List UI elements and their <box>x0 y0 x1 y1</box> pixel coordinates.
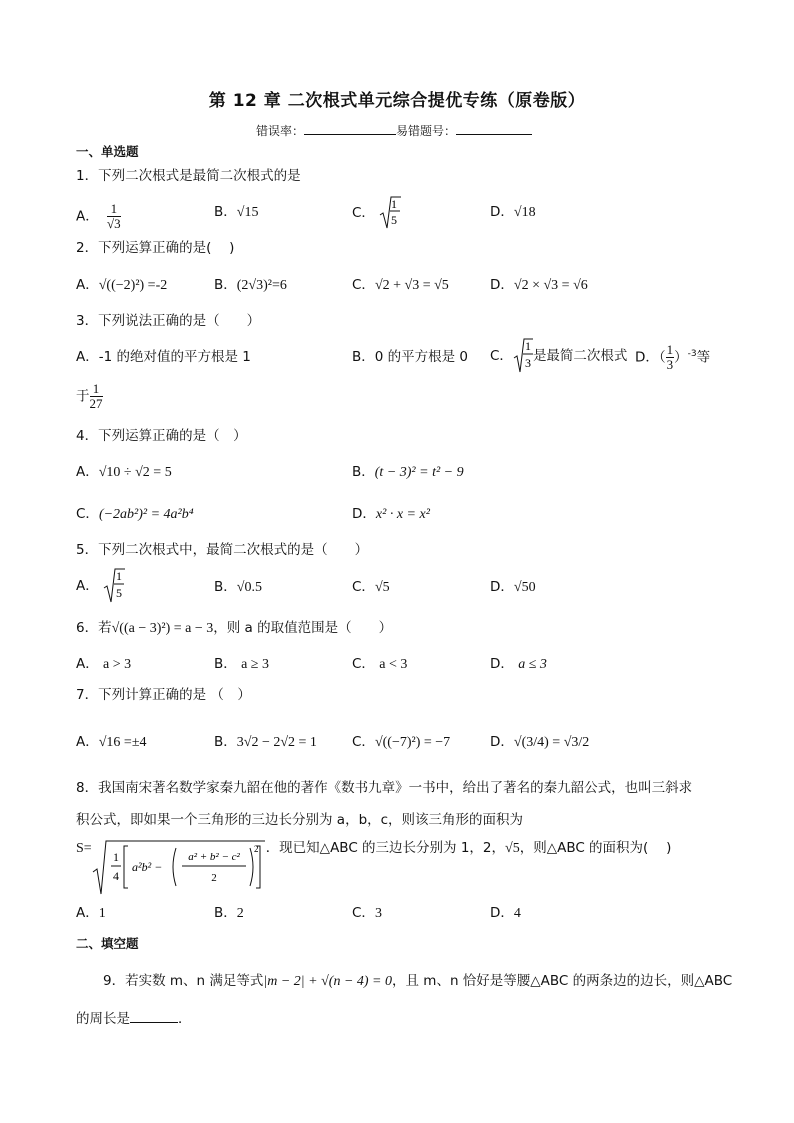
denominator: 5 <box>391 213 398 227</box>
question-9-line-1 <box>103 971 732 992</box>
continuation-text: 于 <box>76 388 90 405</box>
q2-option-a[interactable] <box>76 275 167 296</box>
section-heading-single-choice: 一、单选题 <box>76 144 139 159</box>
q3-d-exponent: -3 <box>687 349 697 359</box>
q9-answer-blank[interactable] <box>130 1008 178 1023</box>
q4-a-expr: √10 ÷ √2 = 5 <box>98 465 172 480</box>
q6-option-d[interactable] <box>490 654 547 675</box>
q6-stem-suffix: ，则 a 的取值范围是（ ） <box>213 620 393 636</box>
option-label: B． <box>214 656 237 672</box>
q9-text-prefix: 9．若实数 m、n 满足等式 <box>103 973 264 989</box>
error-items-label: 易错题号： <box>396 124 457 138</box>
q8-after-formula <box>266 840 672 856</box>
formula-denominator: 2 <box>210 872 217 884</box>
q6-option-a[interactable] <box>76 654 131 675</box>
q7-c-expr: √((−7)²) = −7 <box>374 735 451 750</box>
q1-d-expr: √18 <box>513 205 536 220</box>
q2-option-d[interactable] <box>490 275 588 296</box>
q3-d-tail: 等 <box>696 349 711 366</box>
q3-option-b[interactable]: B．0 的平方根是 0 <box>352 349 469 365</box>
q5-option-d[interactable] <box>490 577 536 598</box>
q7-d-expr: √(3/4) = √3/2 <box>513 735 590 750</box>
q5-a-radical <box>103 568 125 604</box>
q9-text-suffix: ，且 m、n 恰好是等腰△ABC 的两条边的边长，则△ABC <box>392 973 733 989</box>
option-label: B． <box>214 905 237 921</box>
denominator: √3 <box>107 216 121 231</box>
q8-after-formula-text: ．现已知△ABC 的三边长分别为 1，2， <box>265 840 506 856</box>
formula-a2b2: a²b² − <box>131 860 162 874</box>
q5-d-expr: √50 <box>513 580 536 595</box>
question-6-stem <box>76 618 392 639</box>
q9-condition-expression: |m − 2| + √(n − 4) = 0 <box>263 974 392 989</box>
q4-option-b[interactable] <box>352 462 464 483</box>
q4-option-d[interactable] <box>352 504 430 525</box>
q3-d-close: ） <box>674 349 688 366</box>
option-label: D． <box>490 277 514 293</box>
q8-qin-jiushao-formula <box>92 840 266 896</box>
q5-option-a[interactable] <box>76 568 125 604</box>
q7-option-d[interactable] <box>490 732 589 753</box>
question-9-line-2 <box>76 1008 192 1029</box>
q4-b-expr: (t − 3)² = t² − 9 <box>374 465 464 480</box>
q6-stem-prefix: 6．若 <box>76 620 112 636</box>
option-label: C． <box>352 277 375 293</box>
q4-option-a[interactable] <box>76 462 172 483</box>
q3-c-text: 是最简二次根式 <box>532 348 628 364</box>
option-label: C． <box>352 205 375 221</box>
option-label: A． <box>76 578 99 594</box>
question-5-stem: 5．下列二次根式中，最简二次根式的是（ ） <box>76 542 369 558</box>
error-items-blank[interactable] <box>456 120 532 135</box>
q8-a-value: 1 <box>98 906 106 921</box>
option-label: A． <box>76 656 99 672</box>
numerator: 1 <box>116 569 123 583</box>
q2-option-c[interactable] <box>352 275 449 296</box>
q7-b-expr: 3√2 − 2√2 = 1 <box>236 735 317 750</box>
q8-root5-value: 5 <box>512 841 520 856</box>
q4-option-c[interactable] <box>76 504 194 525</box>
q3-d-prefix: D．（ <box>635 349 666 366</box>
denominator: 3 <box>666 357 674 372</box>
question-8-line-2: 积公式，即如果一个三角形的三边长分别为 a，b，c，则该三角形的面积为 <box>76 812 524 828</box>
q6-option-b[interactable] <box>214 654 269 675</box>
option-label: A． <box>76 277 99 293</box>
q5-option-b[interactable] <box>214 577 262 598</box>
q7-option-a[interactable] <box>76 732 147 753</box>
option-label: A． <box>76 208 99 225</box>
q3-option-c[interactable] <box>490 338 627 374</box>
q6-b-expr: a ≥ 3 <box>241 657 269 672</box>
q2-c-expr: √2 + √3 = √5 <box>374 278 449 293</box>
option-label: D． <box>352 506 376 522</box>
question-1-stem: 1．下列二次根式是最简二次根式的是 <box>76 168 301 184</box>
q3-d-fraction <box>666 343 675 372</box>
option-label: C． <box>352 579 375 595</box>
numerator: 1 <box>524 339 531 353</box>
q6-stem-expression: √((a − 3)²) = a − 3 <box>111 621 214 636</box>
formula-inner-square: 2 <box>253 844 259 854</box>
q1-option-a[interactable] <box>76 202 121 231</box>
option-label: C． <box>352 734 375 750</box>
q1-b-expr: √15 <box>236 205 259 220</box>
option-label: A． <box>76 734 99 750</box>
q8-option-d[interactable] <box>490 903 521 924</box>
q8-c-value: 3 <box>374 906 382 921</box>
q2-d-expr: √2 × √3 = √6 <box>513 278 588 293</box>
q3-option-d[interactable] <box>635 343 710 372</box>
q9-perimeter-prompt: 的周长是 <box>76 1011 130 1027</box>
error-rate-label: 错误率： <box>256 124 305 138</box>
q8-after-root-text: ，则△ABC 的面积为( ) <box>519 840 672 856</box>
q7-a-expr: √16 =±4 <box>98 735 147 750</box>
q5-c-expr: √5 <box>374 580 390 595</box>
q8-option-c[interactable] <box>352 903 382 924</box>
q8-option-b[interactable] <box>214 903 244 924</box>
option-label: D． <box>490 656 514 672</box>
q8-b-value: 2 <box>236 906 244 921</box>
error-rate-blank[interactable] <box>304 120 396 135</box>
option-label: C． <box>490 348 513 364</box>
formula-quarter-num: 1 <box>112 850 119 864</box>
q1-option-d[interactable] <box>490 202 536 223</box>
q9-period: ． <box>178 1011 192 1027</box>
q6-d-expr: a ≤ 3 <box>518 657 547 672</box>
option-label: C． <box>352 656 375 672</box>
numerator: 1 <box>391 197 398 211</box>
option-label: C． <box>352 905 375 921</box>
q3-continuation-fraction <box>90 382 103 411</box>
denominator: 3 <box>524 356 531 370</box>
q8-formula-row <box>76 840 671 896</box>
numerator: 1 <box>666 342 674 357</box>
q8-formula-prefix: S= <box>76 841 92 856</box>
formula-quarter-den: 4 <box>112 869 119 883</box>
q6-option-c[interactable] <box>352 654 407 675</box>
q2-b-expr: (2√3)²=6 <box>236 278 287 293</box>
q7-option-c[interactable] <box>352 732 450 753</box>
q1-option-b[interactable] <box>214 202 258 223</box>
q7-option-b[interactable] <box>214 732 317 753</box>
q8-root5: √5 <box>505 841 520 856</box>
option-label: B． <box>214 734 237 750</box>
option-label: D． <box>490 734 514 750</box>
denominator: 5 <box>116 586 123 600</box>
question-4-stem: 4．下列运算正确的是（ ） <box>76 428 247 444</box>
q6-a-expr: a > 3 <box>103 657 132 672</box>
formula-numerator: a² + b² − c² <box>187 851 240 863</box>
option-label: C． <box>76 506 99 522</box>
q1-a-fraction <box>107 202 121 231</box>
q2-a-expr: √((−2)²) =-2 <box>98 278 168 293</box>
denominator: 27 <box>89 396 103 411</box>
q5-option-c[interactable] <box>352 577 390 598</box>
q3-continuation <box>76 382 103 411</box>
option-label: B． <box>214 204 237 220</box>
page-title: 第 12 章 二次根式单元综合提优专练（原卷版） <box>208 91 586 111</box>
option-label: A． <box>76 905 99 921</box>
question-2-stem: 2．下列运算正确的是( ) <box>76 240 235 256</box>
q3-c-radical <box>513 338 533 374</box>
q4-d-expr: x² · x = x² <box>375 507 430 522</box>
question-8-line-1: 8．我国南宋著名数学家秦九韶在他的著作《数书九章》一书中，给出了著名的秦九韶公式，也叫三斜求 <box>76 780 693 796</box>
option-label: B． <box>214 579 237 595</box>
question-7-stem: 7．下列计算正确的是 （ ） <box>76 687 251 703</box>
numerator: 1 <box>90 382 103 397</box>
option-label: D． <box>490 204 514 220</box>
q1-option-c[interactable] <box>352 196 401 230</box>
option-label: B． <box>352 464 375 480</box>
section-heading-fill-blank: 二、填空题 <box>76 936 139 951</box>
q6-c-expr: a < 3 <box>379 657 408 672</box>
q2-option-b[interactable] <box>214 275 287 296</box>
question-3-stem: 3．下列说法正确的是（ ） <box>76 313 261 329</box>
option-label: D． <box>490 905 514 921</box>
q3-option-a[interactable]: A．-1 的绝对值的平方根是 1 <box>76 349 251 365</box>
score-line <box>256 120 532 139</box>
option-label: B． <box>214 277 237 293</box>
q8-option-a[interactable] <box>76 903 106 924</box>
option-label: A． <box>76 464 99 480</box>
numerator: 1 <box>107 202 121 217</box>
q5-b-expr: √0.5 <box>236 580 262 595</box>
q1-c-radical <box>379 196 401 230</box>
q8-d-value: 4 <box>513 906 521 921</box>
q4-c-expr: (−2ab²)² = 4a²b⁴ <box>98 507 194 522</box>
option-label: D． <box>490 579 514 595</box>
